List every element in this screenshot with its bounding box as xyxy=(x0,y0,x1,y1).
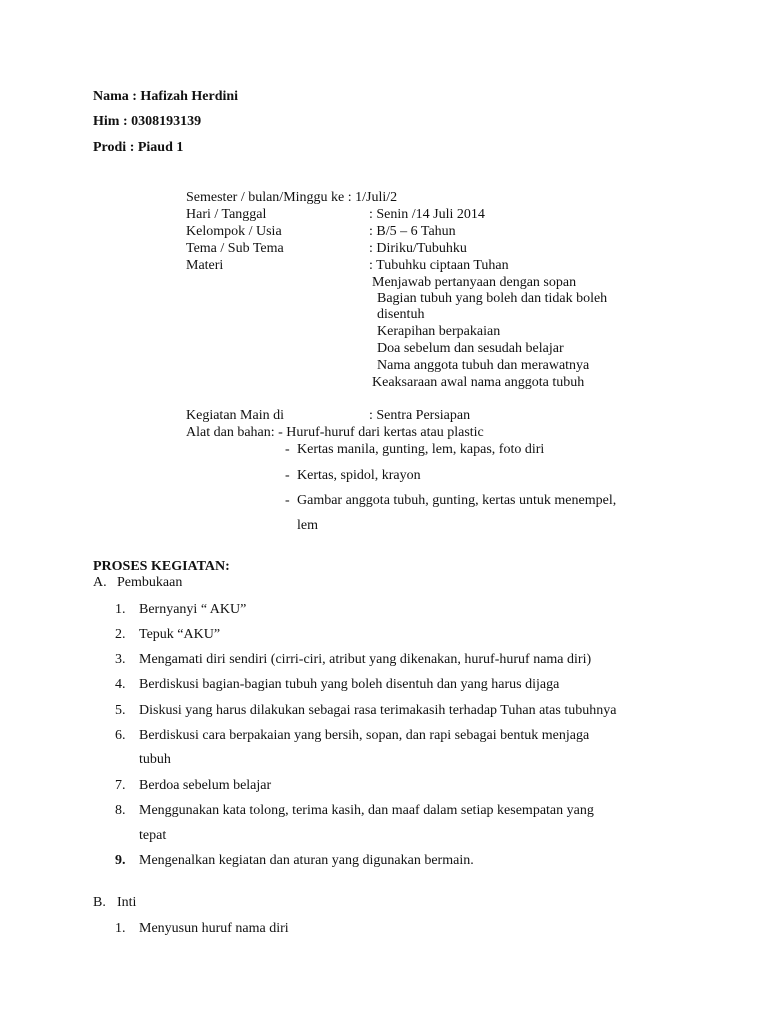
section-b-title: Inti xyxy=(117,895,137,910)
item-number: 9. xyxy=(115,853,126,868)
item-text: Berdiskusi cara berpakaian yang bersih, sopan, dan rapi sebagai bentuk menjaga xyxy=(139,728,590,743)
materi-item: Nama anggota tubuh dan merawatnya xyxy=(377,358,590,373)
hari-label: Hari / Tanggal xyxy=(186,207,267,222)
item-number: 7. xyxy=(115,778,126,793)
item-text: Berdiskusi bagian-bagian tubuh yang boleh disentuh dan yang harus dijaga xyxy=(139,677,560,692)
section-b-letter: B. xyxy=(93,895,106,910)
item-text-continuation: tepat xyxy=(139,828,167,843)
item-text: Menyusun huruf nama diri xyxy=(139,921,289,936)
alat-dash: - xyxy=(285,442,290,457)
materi-item: Kerapihan berpakaian xyxy=(377,324,501,339)
kegiatan-label: Kegiatan Main di xyxy=(186,408,284,423)
alat-item: Kertas manila, gunting, lem, kapas, foto diri xyxy=(297,442,545,457)
kelompok-value: : B/5 – 6 Tahun xyxy=(369,224,456,239)
item-text-continuation: tubuh xyxy=(139,752,171,767)
item-text: Menggunakan kata tolong, terima kasih, dan maaf dalam setiap kesempatan yang xyxy=(139,803,594,818)
alat-item: Kertas, spidol, krayon xyxy=(297,468,421,483)
section-a-letter: A. xyxy=(93,575,107,590)
alat-item: Gambar anggota tubuh, gunting, kertas untuk menempel, xyxy=(297,493,617,508)
item-text: Tepuk “AKU” xyxy=(139,627,221,642)
student-name: Nama : Hafizah Herdini xyxy=(93,89,239,104)
item-number: 3. xyxy=(115,652,126,667)
semester-line: Semester / bulan/Minggu ke : 1/Juli/2 xyxy=(186,190,398,205)
alat-line: Alat dan bahan: - Huruf-huruf dari kertas atau plastic xyxy=(186,425,484,440)
tema-label: Tema / Sub Tema xyxy=(186,241,284,256)
hari-value: : Senin /14 Juli 2014 xyxy=(369,207,485,222)
item-text: Diskusi yang harus dilakukan sebagai rasa terimakasih terhadap Tuhan atas tubuhnya xyxy=(139,703,617,718)
section-a-title: Pembukaan xyxy=(117,575,183,590)
materi-item: Menjawab pertanyaan dengan sopan xyxy=(372,275,577,290)
item-number: 2. xyxy=(115,627,126,642)
item-text: Mengenalkan kegiatan dan aturan yang digunakan bermain. xyxy=(139,853,474,868)
materi-item: disentuh xyxy=(377,307,425,322)
alat-dash: - xyxy=(285,468,290,483)
materi-item: Doa sebelum dan sesudah belajar xyxy=(377,341,564,356)
item-number: 8. xyxy=(115,803,126,818)
student-prodi: Prodi : Piaud 1 xyxy=(93,140,184,155)
item-number: 6. xyxy=(115,728,126,743)
alat-dash: - xyxy=(285,493,290,508)
item-text: Berdoa sebelum belajar xyxy=(139,778,272,793)
student-him: Him : 0308193139 xyxy=(93,114,202,129)
proses-title: PROSES KEGIATAN: xyxy=(93,559,230,574)
kegiatan-value: : Sentra Persiapan xyxy=(369,408,471,423)
alat-item: lem xyxy=(297,518,318,533)
item-text: Mengamati diri sendiri (cirri-ciri, atribut yang dikenakan, huruf-huruf nama diri) xyxy=(139,652,592,667)
materi-value: : Tubuhku ciptaan Tuhan xyxy=(369,258,509,273)
materi-label: Materi xyxy=(186,258,224,273)
item-number: 1. xyxy=(115,921,126,936)
kelompok-label: Kelompok / Usia xyxy=(186,224,282,239)
materi-item: Bagian tubuh yang boleh dan tidak boleh xyxy=(377,291,608,306)
materi-item: Keaksaraan awal nama anggota tubuh xyxy=(372,375,585,390)
tema-value: : Diriku/Tubuhku xyxy=(369,241,467,256)
item-text: Bernyanyi “ AKU” xyxy=(139,602,247,617)
item-number: 5. xyxy=(115,703,126,718)
item-number: 1. xyxy=(115,602,126,617)
item-number: 4. xyxy=(115,677,126,692)
